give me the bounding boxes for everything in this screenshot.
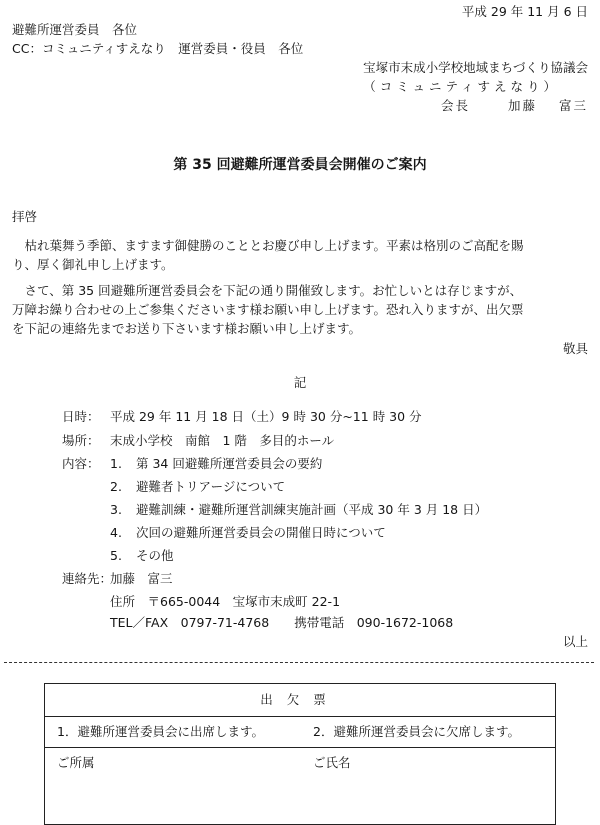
paragraph-line: り、厚く御礼申し上げます。 — [12, 257, 174, 272]
sender-organization: 宝塚市末成小学校地域まちづくり協議会 — [363, 60, 588, 75]
attendance-form — [44, 683, 556, 825]
agenda-item-text: 避難者トリアージについて — [136, 479, 286, 494]
paragraph-seasonal-greeting — [12, 236, 590, 274]
paragraph-line: を下記の連絡先までお送り下さいます様お願い申し上げます。 — [12, 321, 362, 336]
closing-phrase: 敬具 — [562, 341, 588, 356]
agenda-item-text: 避難訓練・避難所運営訓練実施計画（平成 30 年 3 月 18 日） — [136, 502, 488, 517]
contact-name: 加藤 富三 — [110, 571, 173, 586]
document-title: 第 35 回避難所運営委員会開催のご案内 — [173, 157, 427, 173]
agenda-item-text: 第 34 回避難所運営委員会の要約 — [136, 456, 323, 471]
paragraph-line: 万障お繰り合わせの上ご参集くださいます様お願い申し上げます。恐れ入りますが、出欠票 — [12, 302, 524, 317]
agenda-item — [110, 550, 174, 563]
sender-family-name: 加藤 — [507, 98, 537, 113]
details-heading: 記 — [293, 375, 307, 390]
agenda-item-text: その他 — [136, 548, 174, 563]
agenda-item — [110, 527, 386, 540]
agenda-item — [110, 504, 487, 517]
agenda-item — [110, 481, 285, 494]
contact-label: 連絡先： — [62, 571, 113, 586]
agenda-item-number: 1. — [110, 456, 122, 471]
attendance-options-row — [45, 717, 555, 748]
cc-line: CC：コミュニティすえなり 運営委員・役員 各位 — [12, 41, 304, 56]
cut-line-divider — [4, 662, 594, 663]
recipient-line: 避難所運営委員 各位 — [12, 22, 138, 37]
datetime-row — [62, 411, 422, 424]
attend-option[interactable]: 1．避難所運営委員会に出席します。 — [57, 724, 264, 739]
paragraph-line: 枯れ葉舞う季節、ますます御健勝のこととお慶び申し上げます。平素は格別のご高配を賜 — [12, 238, 524, 253]
greeting: 拝啓 — [12, 209, 38, 224]
place-value: 末成小学校 南館 1 階 多目的ホール — [110, 433, 335, 448]
agenda-item-number: 3. — [110, 502, 122, 517]
absent-option[interactable]: 2．避難所運営委員会に欠席します。 — [313, 724, 520, 739]
contact-row — [62, 573, 173, 586]
paragraph-line: さて、第 35 回避難所運営委員会を下記の通り開催致します。お忙しいとは存じますが、 — [12, 283, 523, 298]
name-field[interactable]: ご氏名 — [313, 755, 351, 770]
agenda-item-number: 5. — [110, 548, 122, 563]
paragraph-meeting-notice — [12, 281, 590, 338]
contact-address: 住所 〒665-0044 宝塚市末成町 22-1 — [110, 594, 341, 609]
letter-date: 平成 29 年 11 月 6 日 — [461, 4, 588, 19]
sender-organization-alias: （コミュニティすえなり） — [363, 79, 560, 94]
sender-signature — [441, 100, 588, 113]
place-row — [62, 435, 334, 448]
attendance-form-title: 出欠票 — [45, 684, 555, 717]
agenda-row — [62, 458, 322, 471]
affiliation-field[interactable]: ご所属 — [57, 755, 95, 770]
agenda-label: 内容： — [62, 456, 100, 471]
agenda-item-number: 4. — [110, 525, 122, 540]
place-label: 場所： — [62, 433, 100, 448]
datetime-value: 平成 29 年 11 月 18 日（土）9 時 30 分~11 時 30 分 — [110, 409, 422, 424]
sender-given-name: 富三 — [558, 98, 588, 113]
sender-role: 会長 — [440, 98, 470, 113]
attendee-info-row — [45, 748, 555, 778]
agenda-item-text: 次回の避難所運営委員会の開催日時について — [136, 525, 386, 540]
datetime-label: 日時： — [62, 409, 100, 424]
agenda-item-number: 2. — [110, 479, 122, 494]
end-mark: 以上 — [562, 634, 588, 649]
contact-tel-fax: TEL／FAX 0797-71-4768 携帯電話 090-1672-1068 — [110, 615, 454, 630]
